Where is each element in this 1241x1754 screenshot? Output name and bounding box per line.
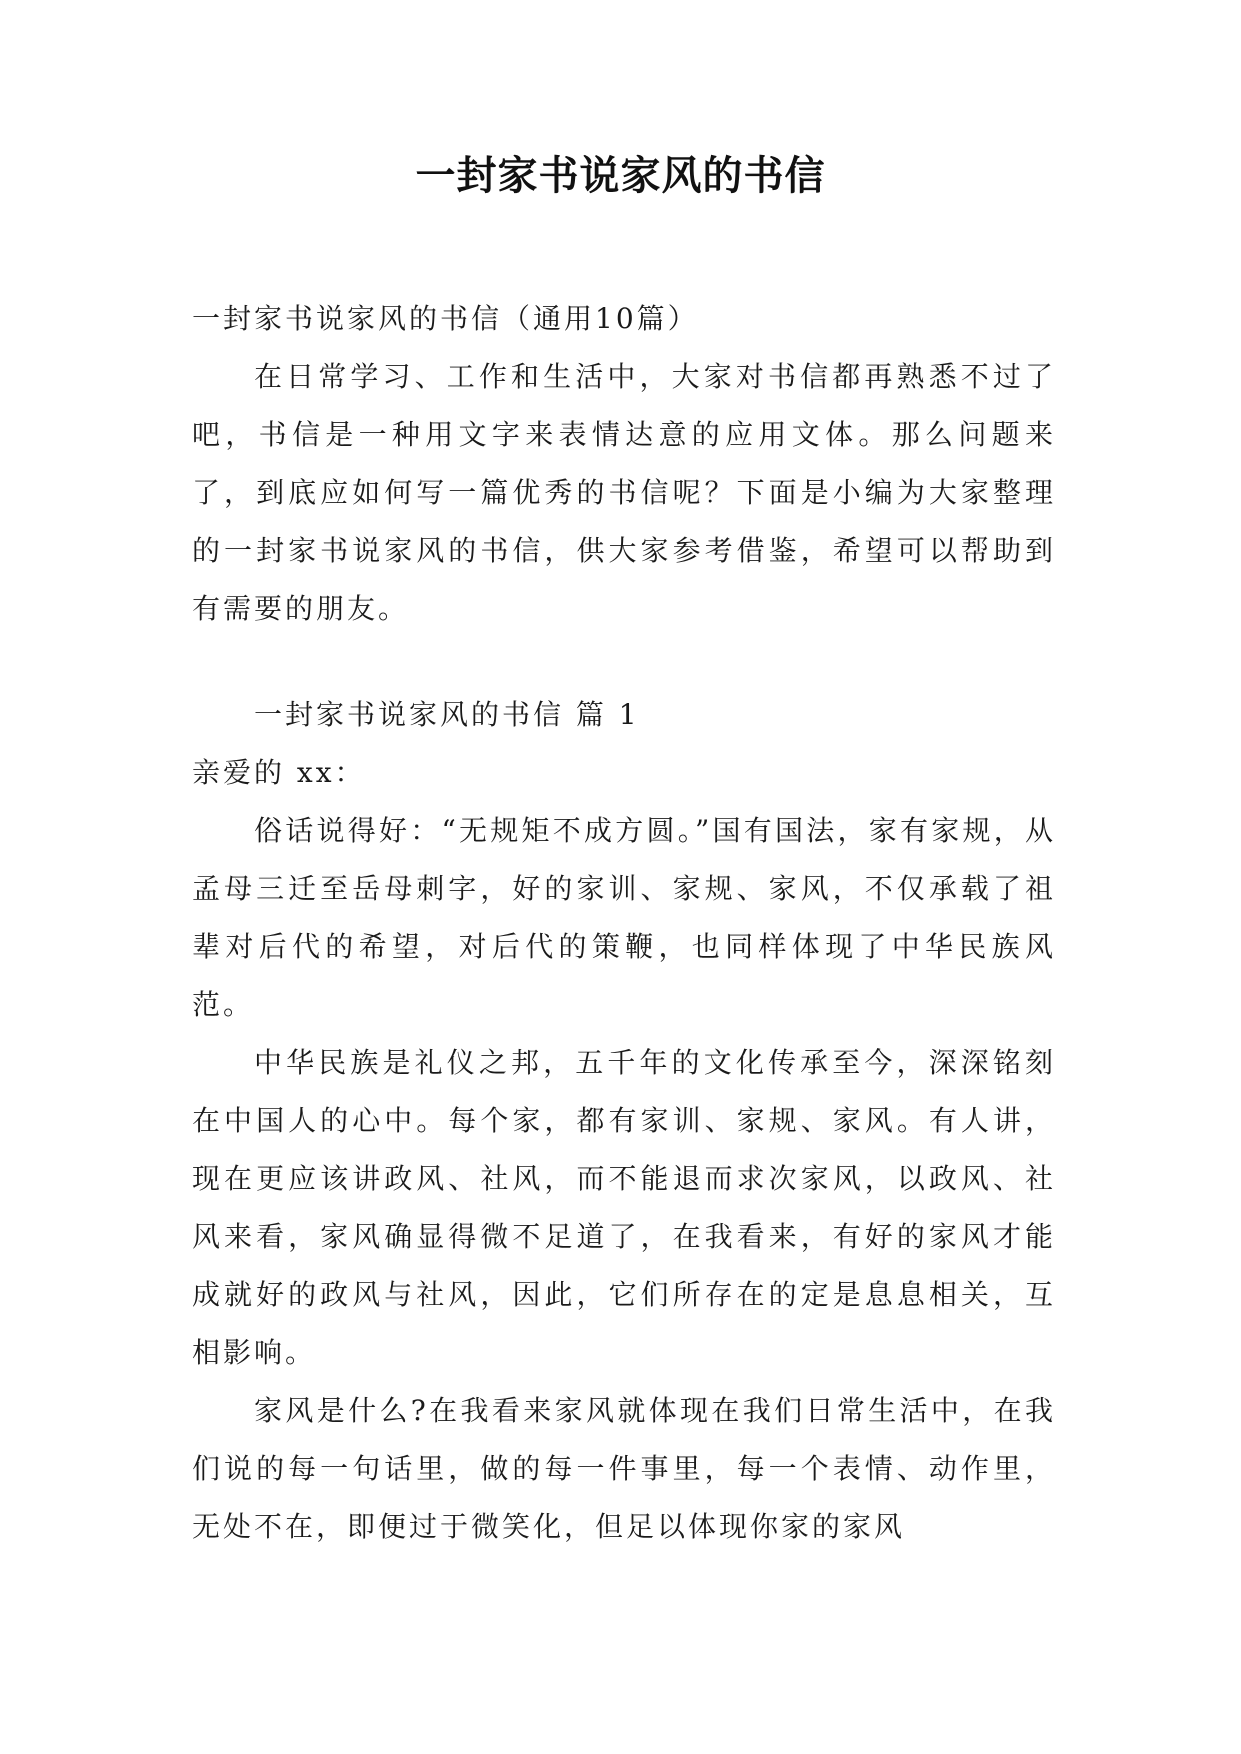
intro-paragraph: 在日常学习、工作和生活中，大家对书信都再熟悉不过了吧，书信是一种用文字来表情达意的应用文体。那么问题来了，到底应如何写一篇优秀的书信呢？下面是小编为大家整理的一封家书说家风的书信，供大家参考借鉴，希望可以帮助到有需要的朋友。 [192,360,1056,625]
body-paragraph-2: 中华民族是礼仪之邦，五千年的文化传承至今，深深铭刻在中国人的心中。每个家，都有家训、家规、家风。有人讲，现在更应该讲政风、社风，而不能退而求次家风，以政风、社风来看，家风确显得微不足道了，在我看来，有好的家风才能成就好的政风与社风，因此，它们所存在的定是息息相关，互相影响。 [192,1046,1056,1369]
body-paragraph-1: 俗话说得好：“无规矩不成方圆。”国有国法，家有家规，从孟母三迁至岳母刺字，好的家训、家规、家风，不仅承载了祖辈对后代的希望，对后代的策鞭，也同样体现了中华民族风范。 [192,814,1056,1021]
document-title: 一封家书说家风的书信 [415,153,826,199]
document-subtitle: 一封家书说家风的书信（通用10篇） [192,302,699,335]
body-paragraph-3: 家风是什么?在我看来家风就体现在我们日常生活中，在我们说的每一句话里，做的每一件事里，每一个表情、动作里，无处不在，即便过于微笑化，但足以体现你家的家风 [192,1394,1056,1543]
section-heading: 一封家书说家风的书信 篇 1 [254,698,640,731]
salutation: 亲爱的 xx： [192,756,366,789]
document-body [192,290,1056,1556]
